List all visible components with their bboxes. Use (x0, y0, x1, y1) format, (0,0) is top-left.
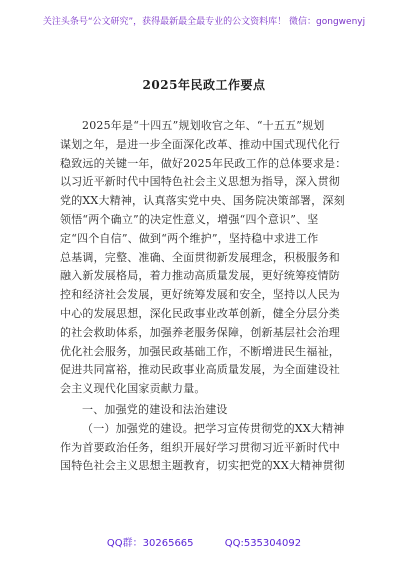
body-line: 促进共同富裕，推动民政事业高质量发展，为全面建设社 (60, 363, 340, 377)
section-heading: 一、加强党的建设和法治建设 (82, 402, 228, 416)
body-line: 融入新发展格局，着力推动高质量发展，更好统筹疫情防 (60, 269, 340, 283)
footer-qq-group: QQ群：30265665 (106, 538, 194, 549)
body-line: 中心的发展思想，深化民政事业改革创新，健全分层分类 (60, 306, 340, 320)
body-line: 总基调，完整、准确、全面贯彻新发展理念，积极服务和 (60, 250, 340, 264)
header-notice: 关注头条号“公文研究”，获得最新最全最专业的公文资料库！ 微信：gongwenyj (42, 17, 366, 27)
document-body (60, 117, 352, 476)
body-line: 优化社会服务，加强民政基础工作，不断增进民生福祉， (60, 344, 340, 358)
body-line: 会主义现代化国家贡献力量。 (60, 382, 206, 396)
body-line: 2025年是“十四五”规划收官之年、“十五五”规划 (82, 119, 325, 132)
body-line: 作为首要政治任务，组织开展好学习贯彻习近平新时代中 (60, 440, 340, 454)
body-line: 党的XX大精神，认真落实党中央、国务院决策部署，深刻 (60, 194, 345, 208)
body-line: 领悟“两个确立”的决定性意义，增强“四个意识”、坚 (60, 212, 319, 226)
footer-qq: QQ:535304092 (224, 538, 302, 549)
body-line: （一）加强党的建设。把学习宣传贯彻党的XX大精神 (82, 421, 345, 435)
body-line: 国特色社会主义思想主题教育，切实把党的XX大精神贯彻 (60, 459, 345, 473)
body-line: 的社会救助体系，加强养老服务保障，创新基层社会治理 (60, 325, 340, 339)
body-line: 定“四个自信”、做到“两个维护”，坚持稳中求进工作 (60, 231, 319, 245)
footer-contact (0, 534, 408, 549)
document-title: 2025年民政工作要点 (142, 78, 266, 92)
body-line: 以习近平新时代中国特色社会主义思想为指导，深入贯彻 (60, 175, 340, 189)
body-line: 谋划之年，是进一步全面深化改革、推动中国式现代化行 (60, 137, 340, 151)
body-line: 稳致远的关键一年，做好2025年民政工作的总体要求是： (60, 156, 347, 170)
body-line: 控和经济社会发展，更好统筹发展和安全，坚持以人民为 (60, 288, 340, 302)
